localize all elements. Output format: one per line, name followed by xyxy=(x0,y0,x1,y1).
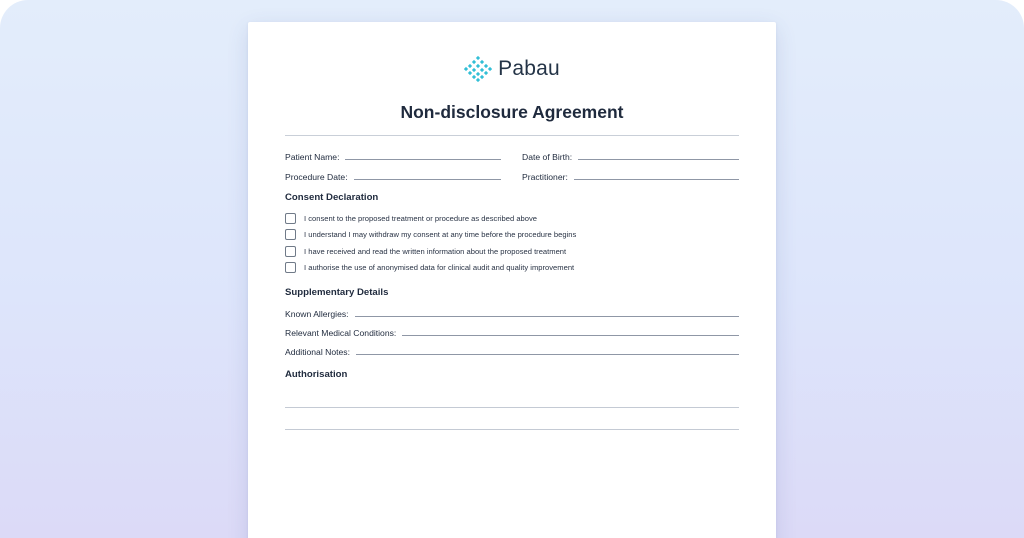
patient-name-label: Patient Name: xyxy=(285,152,340,162)
signature-line[interactable] xyxy=(285,407,739,408)
consent-item-text: I have received and read the written information about the proposed treatment xyxy=(304,247,567,256)
consent-item[interactable] xyxy=(285,262,574,273)
consent-heading: Consent Declaration xyxy=(285,192,379,203)
practitioner-field[interactable] xyxy=(522,170,739,182)
medical-conditions-line xyxy=(402,335,739,336)
date-of-birth-line xyxy=(578,159,739,160)
consent-checkbox[interactable] xyxy=(285,246,296,257)
practitioner-line xyxy=(574,179,739,180)
consent-checkbox[interactable] xyxy=(285,262,296,273)
consent-checkbox[interactable] xyxy=(285,213,296,224)
consent-item-text: I consent to the proposed treatment or procedure as described above xyxy=(304,214,538,223)
practitioner-label: Practitioner: xyxy=(522,172,568,182)
consent-checkbox[interactable] xyxy=(285,229,296,240)
date-of-birth-field[interactable] xyxy=(522,150,739,162)
supplementary-heading: Supplementary Details xyxy=(285,287,389,298)
procedure-date-field[interactable] xyxy=(285,170,501,182)
date-signature-line[interactable] xyxy=(285,429,739,430)
medical-conditions-field[interactable] xyxy=(285,326,739,338)
medical-conditions-label: Relevant Medical Conditions: xyxy=(285,328,397,338)
document-title: Non-disclosure Agreement xyxy=(400,102,624,122)
authorisation-heading: Authorisation xyxy=(285,369,348,380)
known-allergies-field[interactable] xyxy=(285,307,739,319)
known-allergies-label: Known Allergies: xyxy=(285,309,349,319)
document-sheet xyxy=(248,22,776,538)
procedure-date-line xyxy=(354,179,501,180)
consent-item-text: I authorise the use of anonymised data for clinical audit and quality improvement xyxy=(304,263,575,272)
procedure-date-label: Procedure Date: xyxy=(285,172,348,182)
date-of-birth-label: Date of Birth: xyxy=(522,152,573,162)
pabau-logo xyxy=(248,55,776,83)
consent-item[interactable] xyxy=(285,213,537,224)
additional-notes-field[interactable] xyxy=(285,345,739,357)
logo-text: Pabau xyxy=(498,57,560,80)
diamond-grid-icon xyxy=(464,56,492,82)
patient-name-field[interactable] xyxy=(285,150,501,162)
known-allergies-line xyxy=(355,316,739,317)
consent-item[interactable] xyxy=(285,246,566,257)
patient-name-line xyxy=(345,159,501,160)
consent-item-text: I understand I may withdraw my consent at any time before the procedure begins xyxy=(304,230,577,239)
additional-notes-line xyxy=(356,354,739,355)
additional-notes-label: Additional Notes: xyxy=(285,347,350,357)
consent-item[interactable] xyxy=(285,229,576,240)
title-divider xyxy=(285,135,739,136)
